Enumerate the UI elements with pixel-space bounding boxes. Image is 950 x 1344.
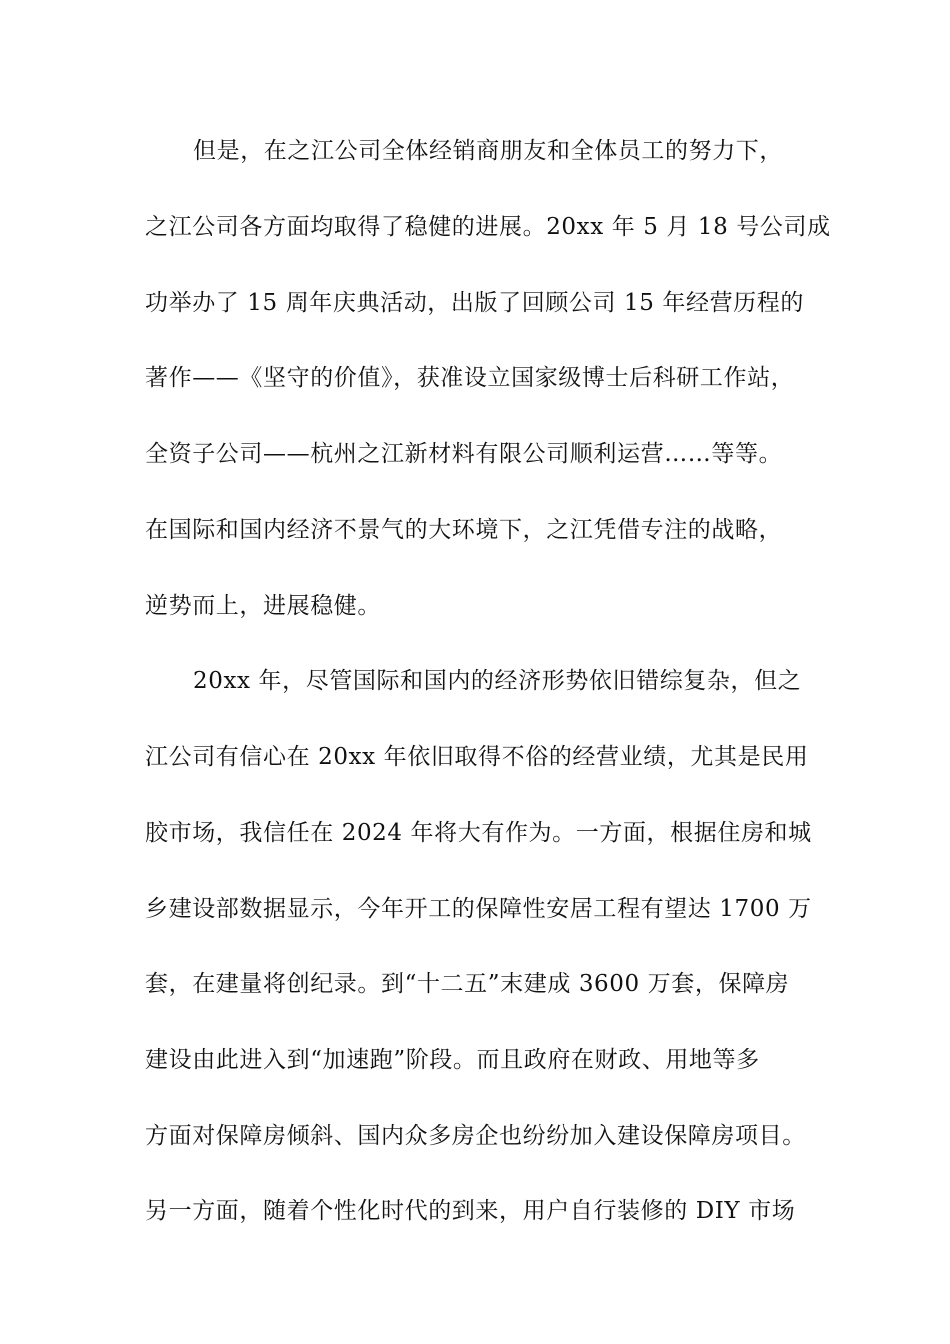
paragraph-2-line-5: 套，在建量将创纪录。到“十二五”末建成 3600 万套，保障房 <box>145 971 790 997</box>
paragraph-2-line-3: 胶市场，我信任在 2024 年将大有作为。一方面，根据住房和城 <box>145 820 812 846</box>
paragraph-1-line-3: 功举办了 15 周年庆典活动，出版了回顾公司 15 年经营历程的 <box>145 290 804 316</box>
paragraph-2-line-1: 20xx 年，尽管国际和国内的经济形势依旧错综复杂，但之 <box>193 668 802 694</box>
paragraph-1-line-7: 逆势而上，进展稳健。 <box>145 593 381 619</box>
paragraph-1-line-2: 之江公司各方面均取得了稳健的进展。20xx 年 5 月 18 号公司成 <box>145 214 831 240</box>
paragraph-1-line-1: 但是，在之江公司全体经销商朋友和全体员工的努力下， <box>193 138 783 164</box>
paragraph-1-line-4: 著作——《坚守的价值》，获准设立国家级博士后科研工作站， <box>145 365 795 391</box>
paragraph-2-line-2: 江公司有信心在 20xx 年依旧取得不俗的经营业绩，尤其是民用 <box>145 744 809 770</box>
paragraph-1-line-5: 全资子公司——杭州之江新材料有限公司顺利运营……等等。 <box>145 441 783 467</box>
paragraph-2-line-7: 方面对保障房倾斜、国内众多房企也纷纷加入建设保障房项目。 <box>145 1123 806 1149</box>
paragraph-1-line-6: 在国际和国内经济不景气的大环境下，之江凭借专注的战略， <box>145 517 783 543</box>
paragraph-2-line-8: 另一方面，随着个性化时代的到来，用户自行装修的 DIY 市场 <box>145 1198 796 1224</box>
paragraph-2-line-4: 乡建设部数据显示，今年开工的保障性安居工程有望达 1700 万 <box>145 896 812 922</box>
paragraph-2-line-6: 建设由此进入到“加速跑”阶段。而且政府在财政、用地等多 <box>145 1047 760 1073</box>
